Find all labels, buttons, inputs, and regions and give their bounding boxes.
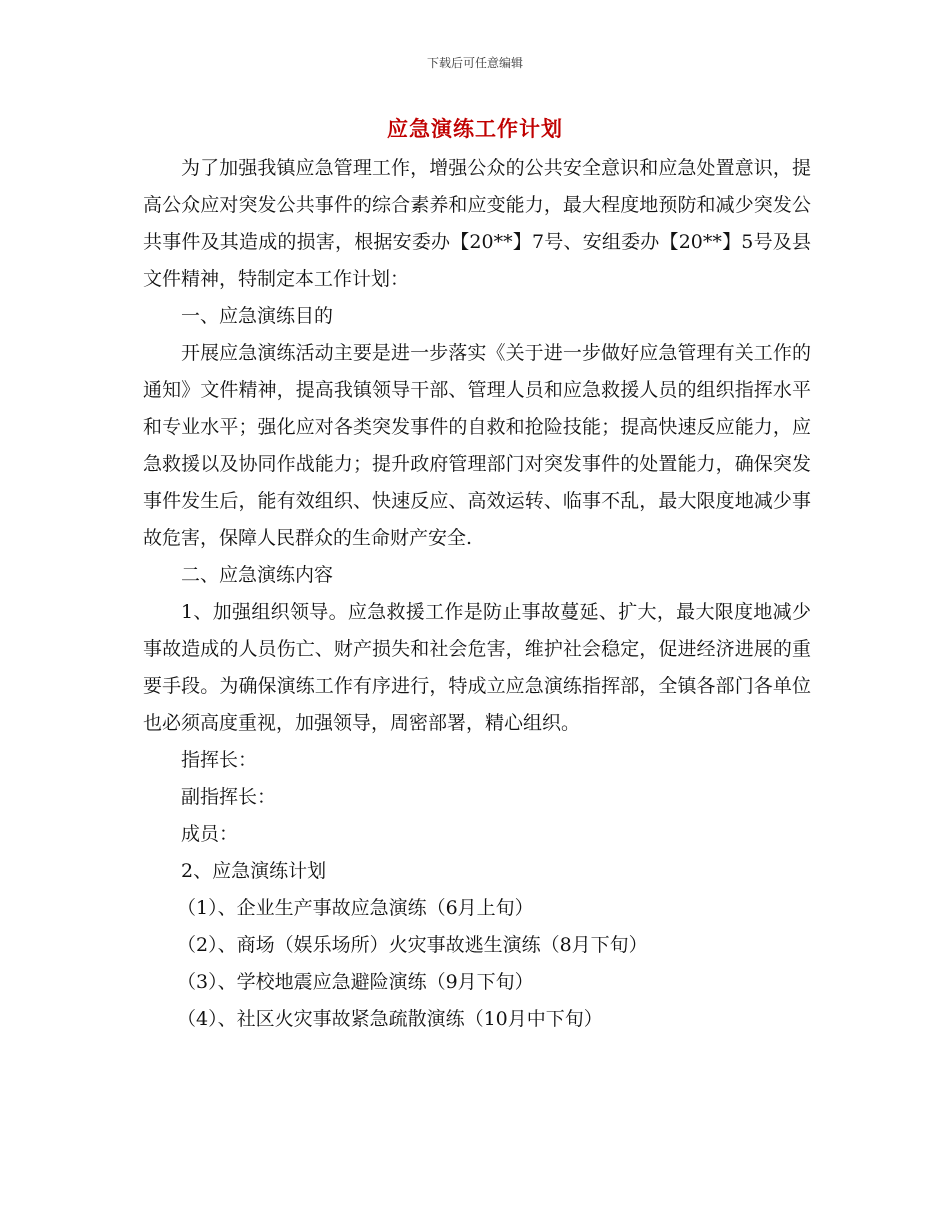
document-body [143,150,811,1038]
organization-paragraph: 1、加强组织领导。应急救援工作是防止事故蔓延、扩大，最大限度地减少事故造成的人员伤亡、财产损失和社会危害，维护社会稳定，促进经济进展的重要手段。为确保演练工作有序进行，特成立应急演练指挥部，全镇各部门各单位也必须高度重视，加强领导，周密部署，精心组织。 [143,601,811,734]
section-heading-purpose: 一、应急演练目的 [181,305,334,327]
plan-item: （3）、学校地震应急避险演练（9月下旬） [177,971,534,993]
deputy-commander-label: 副指挥长： [181,786,277,808]
header-note: 下载后可任意编辑 [426,56,523,70]
plan-heading: 2、应急演练计划 [181,860,327,882]
members-label: 成员： [181,823,239,845]
document-title: 应急演练工作计划 [387,117,563,141]
plan-item: （4）、社区火灾事故紧急疏散演练（10月中下旬） [177,1008,603,1030]
purpose-paragraph: 开展应急演练活动主要是进一步落实《关于进一步做好应急管理有关工作的通知》文件精神，提高我镇领导干部、管理人员和应急救援人员的组织指挥水平和专业水平；强化应对各类突发事件的自救和抢险技能；提高快速反应能力，应急救援以及协同作战能力；提升政府管理部门对突发事件的处置能力，确保突发事件发生后，能有效组织、快速反应、高效运转、临事不乱，最大限度地减少事故危害，保障人民群众的生命财产安全. [143,342,811,549]
plan-item: （2）、商场（娱乐场所）火灾事故逃生演练（8月下旬） [177,934,648,956]
section-heading-content: 二、应急演练内容 [181,564,334,586]
plan-item: （1）、企业生产事故应急演练（6月上旬） [177,897,534,919]
intro-paragraph: 为了加强我镇应急管理工作，增强公众的公共安全意识和应急处置意识，提高公众应对突发公共事件的综合素养和应变能力，最大程度地预防和减少突发公共事件及其造成的损害，根据安委办【20**】7号、安组委办【20**】5号及县文件精神，特制定本工作计划： [143,157,811,290]
commander-label: 指挥长： [181,749,258,771]
